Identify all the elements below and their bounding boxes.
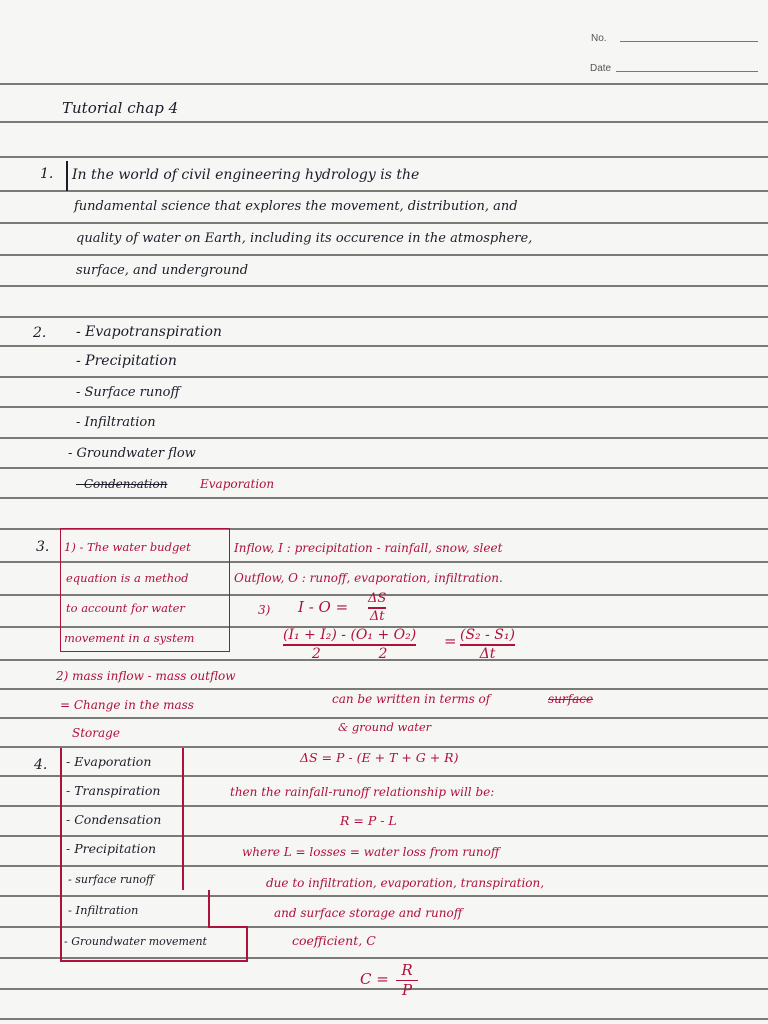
q3-eq2-denominator-mid: 2 [378, 645, 388, 662]
rule-line [0, 895, 768, 897]
q4-list-divider [182, 748, 184, 890]
q4-delta-s: ΔS = P - (E + T + G + R) [300, 750, 459, 765]
q3-ground-water: & ground water [338, 720, 432, 734]
rule-line [0, 345, 768, 347]
q1-line: fundamental science that explores the movement, distribution, and [74, 199, 518, 214]
rule-line [0, 1018, 768, 1020]
rule-line [0, 222, 768, 224]
q1-margin-bar [66, 161, 68, 191]
rule-line [0, 926, 768, 928]
rule-line [0, 835, 768, 837]
q3-box-line: equation is a method [66, 571, 189, 585]
rule-line [0, 121, 768, 123]
q3-box-line: 1) - The water budget [64, 540, 191, 554]
q4-and-line: and surface storage and runoff [274, 906, 463, 920]
q3-step3-label: 3) [258, 603, 271, 617]
q2-number: 2. [33, 325, 47, 341]
q3-eq-denominator: Δt [369, 608, 385, 624]
q4-r-equation: R = P - L [340, 813, 397, 828]
q4-list-connector [208, 926, 248, 928]
q4-c-label: C = [360, 970, 389, 988]
rule-line [0, 190, 768, 192]
rule-line [0, 717, 768, 719]
q3-inflow: Inflow, I : precipitation - rainfall, snow, sleet [234, 541, 503, 555]
q1-number: 1. [40, 166, 54, 182]
rule-line [0, 316, 768, 318]
q3-written-line: can be written in terms of [332, 692, 491, 706]
rule-line [0, 865, 768, 867]
q2-item: - Surface runoff [76, 385, 180, 400]
q4-item: - Precipitation [66, 841, 157, 856]
q4-list-left-rule [60, 748, 62, 960]
q2-item: - Infiltration [76, 415, 156, 430]
rule-line [0, 437, 768, 439]
q3-eq2-denominators [283, 647, 416, 662]
no-label: No. [591, 33, 607, 44]
q3-eq2-numerator-left: (I₁ + I₂) - (O₁ + O₂) [283, 627, 417, 643]
q4-item: - Condensation [66, 812, 162, 827]
q4-then-line: then the rainfall-runoff relationship will be: [230, 785, 495, 799]
q3-eq2-right-fraction [460, 628, 515, 662]
q4-list-connector [208, 890, 210, 926]
q1-line: In the world of civil engineering hydrology is the [72, 167, 420, 183]
rule-line [0, 497, 768, 499]
date-field-line [616, 71, 758, 72]
rule-line [0, 688, 768, 690]
q4-item: - Groundwater movement [64, 935, 207, 948]
q3-equation-fraction [368, 592, 386, 624]
q4-c-denominator: P [401, 981, 413, 999]
q1-line: surface, and underground [76, 263, 249, 278]
q2-item: - Groundwater flow [68, 446, 196, 461]
no-field-line [620, 41, 758, 42]
q3-number: 3. [36, 539, 50, 555]
rule-line [0, 83, 768, 85]
q2-struck-item: - Condensation [76, 477, 168, 491]
q2-item: - Evapotranspiration [76, 324, 222, 340]
date-label: Date [590, 63, 612, 74]
rule-line [0, 406, 768, 408]
q4-item: - Evaporation [66, 754, 152, 769]
q4-c-fraction [396, 962, 418, 999]
q3-storage: Storage [72, 726, 120, 740]
q2-item: - Precipitation [76, 353, 177, 369]
q4-list-bottom-rule [60, 960, 248, 962]
q4-coefficient-line: coefficient, C [292, 933, 376, 948]
rule-line [0, 957, 768, 959]
rule-line [0, 376, 768, 378]
q4-c-numerator: R [401, 961, 413, 979]
q3-eq2-denominator-right: Δt [479, 645, 496, 662]
fraction-bar [283, 644, 416, 646]
rule-line [0, 746, 768, 748]
rule-line [0, 285, 768, 287]
q4-where-line: where L = losses = water loss from runoff [242, 845, 500, 859]
q4-due-line: due to infiltration, evaporation, transpiration, [266, 876, 545, 890]
page-title: Tutorial chap 4 [62, 99, 179, 117]
q3-eq2-numerator-right: (S₂ - S₁) [460, 627, 515, 643]
q3-eq2-equals: = [444, 632, 457, 650]
q3-box-line: movement in a system [64, 631, 195, 645]
rule-line [0, 988, 768, 990]
q3-change-line: = Change in the mass [60, 698, 194, 712]
rule-line [0, 805, 768, 807]
q4-item: - surface runoff [68, 873, 154, 886]
q4-number: 4. [34, 757, 48, 773]
q3-outflow: Outflow, O : runoff, evaporation, infiltration. [234, 571, 503, 585]
q3-equation-left: I - O = [298, 598, 349, 616]
rule-line [0, 254, 768, 256]
q3-written-struck: surface [548, 692, 594, 706]
q4-item: - Transpiration [66, 783, 161, 798]
q1-line: quality of water on Earth, including its occurence in the atmosphere, [76, 231, 533, 246]
q3-eq-numerator: ΔS [368, 591, 387, 606]
q2-correction: Evaporation [200, 477, 275, 491]
q3-eq2-denominator-left: 2 [311, 645, 321, 662]
rule-line [0, 467, 768, 469]
q4-item: - Infiltration [68, 903, 139, 917]
q4-list-connector [246, 926, 248, 960]
q3-step2: 2) mass inflow - mass outflow [56, 669, 236, 683]
rule-line [0, 775, 768, 777]
rule-line [0, 156, 768, 158]
q3-box-line: to account for water [66, 601, 185, 615]
q3-eq2-left-fraction [283, 628, 416, 662]
